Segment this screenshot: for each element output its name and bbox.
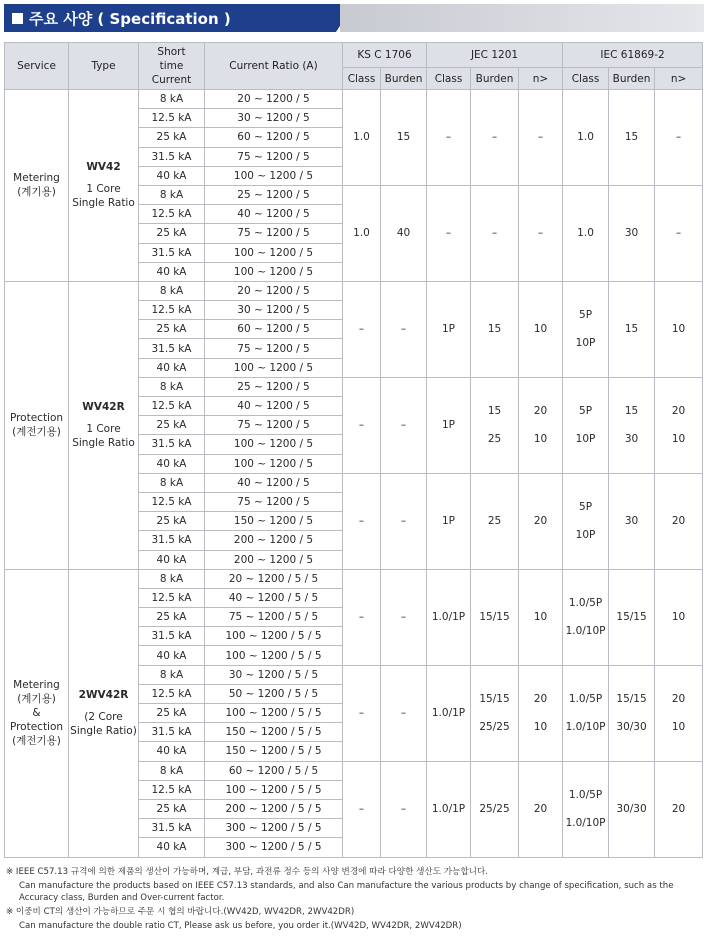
- short-time-current: 12.5 kA: [139, 109, 205, 128]
- short-time-current: 12.5 kA: [139, 301, 205, 320]
- iec-burden-line: 15: [624, 323, 639, 336]
- service-cell-line: (계전기용): [12, 735, 61, 748]
- header-short-time-line: Short: [157, 46, 186, 58]
- current-ratio: 100 ~ 1200 / 5: [205, 262, 343, 281]
- iec-class-line: 1.0/5P: [568, 789, 603, 802]
- short-time-current: 40 kA: [139, 646, 205, 665]
- type-name: WV42: [86, 161, 121, 174]
- jec-n-line: 10: [533, 433, 548, 446]
- current-ratio: 300 ~ 1200 / 5 / 5: [205, 819, 343, 838]
- iec-n: [655, 761, 703, 857]
- type-desc: 1 Core: [86, 183, 121, 196]
- iec-burden-line: 30: [624, 515, 639, 528]
- current-ratio: 60 ~ 1200 / 5: [205, 320, 343, 339]
- short-time-current: 12.5 kA: [139, 397, 205, 416]
- iec-burden: [609, 377, 655, 473]
- short-time-current: 25 kA: [139, 512, 205, 531]
- iec-class: [563, 473, 609, 569]
- current-ratio: 300 ~ 1200 / 5 / 5: [205, 838, 343, 857]
- current-ratio: 25 ~ 1200 / 5: [205, 185, 343, 204]
- service-cell-line: Metering: [13, 679, 60, 692]
- ksc-burden: –: [381, 569, 427, 665]
- short-time-current: 31.5 kA: [139, 531, 205, 550]
- current-ratio: 100 ~ 1200 / 5: [205, 435, 343, 454]
- jec-burden-line: 15: [487, 323, 502, 336]
- specification-table-body: [5, 90, 703, 858]
- short-time-current: 40 kA: [139, 838, 205, 857]
- type-desc: Single Ratio: [72, 197, 135, 210]
- jec-class: –: [427, 185, 471, 281]
- current-ratio: 20 ~ 1200 / 5 / 5: [205, 569, 343, 588]
- short-time-current: 40 kA: [139, 454, 205, 473]
- current-ratio: 40 ~ 1200 / 5: [205, 397, 343, 416]
- table-row: [5, 281, 703, 300]
- ksc-class: –: [343, 281, 381, 377]
- short-time-current: 12.5 kA: [139, 780, 205, 799]
- current-ratio: 100 ~ 1200 / 5 / 5: [205, 627, 343, 646]
- iec-n-line: –: [675, 227, 682, 240]
- current-ratio: 25 ~ 1200 / 5: [205, 377, 343, 396]
- short-time-current: 12.5 kA: [139, 205, 205, 224]
- iec-class-line: 10P: [575, 337, 596, 350]
- header-jec-burden: Burden: [471, 68, 519, 90]
- current-ratio: 200 ~ 1200 / 5: [205, 550, 343, 569]
- short-time-current: 12.5 kA: [139, 588, 205, 607]
- current-ratio: 200 ~ 1200 / 5 / 5: [205, 799, 343, 818]
- jec-n-line: 10: [533, 611, 548, 624]
- section-title-text: 주요 사양 ( Specification ): [29, 10, 231, 28]
- current-ratio: 20 ~ 1200 / 5: [205, 90, 343, 109]
- jec-burden: [471, 761, 519, 857]
- iec-burden: [609, 473, 655, 569]
- header-ksc: KS C 1706: [343, 43, 427, 68]
- current-ratio: 100 ~ 1200 / 5 / 5: [205, 780, 343, 799]
- service-cell-line: (계전기용): [12, 426, 61, 439]
- short-time-current: 40 kA: [139, 358, 205, 377]
- short-time-current: 31.5 kA: [139, 627, 205, 646]
- iec-n-line: 20: [671, 803, 686, 816]
- short-time-current: 25 kA: [139, 704, 205, 723]
- jec-burden: [471, 377, 519, 473]
- short-time-current: 25 kA: [139, 320, 205, 339]
- iec-n: [655, 569, 703, 665]
- header-short-time-current: [139, 43, 205, 90]
- short-time-current: 40 kA: [139, 550, 205, 569]
- header-iec: IEC 61869-2: [563, 43, 703, 68]
- iec-burden-line: 30: [624, 227, 639, 240]
- iec-class-line: 10P: [575, 433, 596, 446]
- jec-burden-line: 15/15: [479, 693, 510, 706]
- iec-class-line: 1.0: [577, 131, 594, 144]
- header-jec: JEC 1201: [427, 43, 563, 68]
- iec-class-line: 1.0/5P: [568, 597, 603, 610]
- iec-n: [655, 665, 703, 761]
- ksc-class: 1.0: [343, 90, 381, 186]
- jec-n-line: 10: [533, 323, 548, 336]
- current-ratio: 60 ~ 1200 / 5 / 5: [205, 761, 343, 780]
- short-time-current: 8 kA: [139, 761, 205, 780]
- iec-burden: [609, 185, 655, 281]
- iec-class-line: 5P: [579, 309, 593, 322]
- current-ratio: 200 ~ 1200 / 5: [205, 531, 343, 550]
- short-time-current: 31.5 kA: [139, 819, 205, 838]
- jec-burden-line: 25/25: [479, 803, 510, 816]
- iec-burden-line: 15/15: [616, 693, 647, 706]
- iec-n-line: 20: [671, 693, 686, 706]
- footnote-ko: ※ 이중비 CT의 생산이 가능하므로 주문 시 협의 바랍니다.(WV42D, WV42DR, 2WV42DR): [6, 907, 355, 917]
- short-time-current: 8 kA: [139, 569, 205, 588]
- short-time-current: 31.5 kA: [139, 147, 205, 166]
- iec-class-line: 10P: [575, 529, 596, 542]
- iec-burden-line: 15: [624, 405, 639, 418]
- current-ratio: 30 ~ 1200 / 5 / 5: [205, 665, 343, 684]
- ksc-burden: –: [381, 761, 427, 857]
- ksc-burden: –: [381, 665, 427, 761]
- service-cell: [5, 90, 69, 282]
- jec-n: [519, 665, 563, 761]
- iec-burden: [609, 569, 655, 665]
- iec-n: [655, 185, 703, 281]
- jec-n-line: 20: [533, 405, 548, 418]
- ksc-burden: –: [381, 281, 427, 377]
- jec-class: 1P: [427, 473, 471, 569]
- iec-class-line: 1.0/10P: [565, 721, 606, 734]
- short-time-current: 40 kA: [139, 742, 205, 761]
- ksc-class: –: [343, 569, 381, 665]
- jec-burden-line: 15: [487, 405, 502, 418]
- current-ratio: 40 ~ 1200 / 5 / 5: [205, 588, 343, 607]
- short-time-current: 8 kA: [139, 185, 205, 204]
- header-ksc-burden: Burden: [381, 68, 427, 90]
- current-ratio: 40 ~ 1200 / 5: [205, 473, 343, 492]
- jec-class: 1P: [427, 281, 471, 377]
- short-time-current: 40 kA: [139, 262, 205, 281]
- current-ratio: 150 ~ 1200 / 5: [205, 512, 343, 531]
- short-time-current: 8 kA: [139, 90, 205, 109]
- ksc-class: –: [343, 473, 381, 569]
- footnote-ko: ※ IEEE C57.13 규격에 의한 제품의 생산이 가능하며, 계급, 부담, 과전류 정수 등의 사양 변경에 따라 다양한 생산도 가능합니다.: [6, 867, 488, 877]
- type-name: WV42R: [82, 401, 125, 414]
- type-desc: (2 Core: [84, 711, 123, 724]
- short-time-current: 31.5 kA: [139, 435, 205, 454]
- short-time-current: 25 kA: [139, 799, 205, 818]
- iec-n: [655, 90, 703, 186]
- header-short-time-line: time: [159, 60, 184, 72]
- iec-n: [655, 281, 703, 377]
- current-ratio: 150 ~ 1200 / 5 / 5: [205, 723, 343, 742]
- specification-table: [4, 42, 703, 858]
- iec-burden: [609, 90, 655, 186]
- jec-burden: –: [471, 185, 519, 281]
- jec-class: 1P: [427, 377, 471, 473]
- jec-n: –: [519, 90, 563, 186]
- type-desc: Single Ratio: [72, 437, 135, 450]
- current-ratio: 30 ~ 1200 / 5: [205, 109, 343, 128]
- iec-n-line: 20: [671, 405, 686, 418]
- iec-n-line: 10: [671, 323, 686, 336]
- service-cell-line: Protection: [9, 412, 64, 425]
- jec-burden: –: [471, 90, 519, 186]
- iec-class: [563, 90, 609, 186]
- short-time-current: 8 kA: [139, 473, 205, 492]
- iec-class-line: 5P: [579, 405, 593, 418]
- short-time-current: 8 kA: [139, 665, 205, 684]
- current-ratio: 40 ~ 1200 / 5: [205, 205, 343, 224]
- jec-burden-line: 25: [487, 515, 502, 528]
- header-iec-class: Class: [563, 68, 609, 90]
- jec-burden: [471, 665, 519, 761]
- current-ratio: 60 ~ 1200 / 5: [205, 128, 343, 147]
- short-time-current: 31.5 kA: [139, 243, 205, 262]
- section-title: [12, 8, 231, 29]
- current-ratio: 150 ~ 1200 / 5 / 5: [205, 742, 343, 761]
- table-row: [5, 90, 703, 109]
- header-service: Service: [5, 43, 69, 90]
- jec-n: –: [519, 185, 563, 281]
- jec-n-line: 20: [533, 693, 548, 706]
- current-ratio: 50 ~ 1200 / 5 / 5: [205, 684, 343, 703]
- ksc-burden: 40: [381, 185, 427, 281]
- jec-n-line: 10: [533, 721, 548, 734]
- ksc-burden: –: [381, 377, 427, 473]
- iec-n: [655, 473, 703, 569]
- ksc-class: –: [343, 377, 381, 473]
- type-desc: Single Ratio): [70, 725, 137, 738]
- header-iec-burden: Burden: [609, 68, 655, 90]
- header-current-ratio: Current Ratio (A): [205, 43, 343, 90]
- jec-n: [519, 473, 563, 569]
- jec-n: [519, 761, 563, 857]
- short-time-current: 25 kA: [139, 416, 205, 435]
- jec-class: –: [427, 90, 471, 186]
- iec-burden: [609, 281, 655, 377]
- service-cell: [5, 569, 69, 857]
- jec-burden: [471, 281, 519, 377]
- section-header: [4, 4, 704, 32]
- jec-class: 1.0/1P: [427, 665, 471, 761]
- ksc-class: –: [343, 665, 381, 761]
- iec-burden: [609, 665, 655, 761]
- jec-burden-line: 25: [487, 433, 502, 446]
- jec-burden-line: 15/15: [479, 611, 510, 624]
- iec-n-line: 20: [671, 515, 686, 528]
- short-time-current: 25 kA: [139, 224, 205, 243]
- header-jec-class: Class: [427, 68, 471, 90]
- jec-n: [519, 569, 563, 665]
- jec-n-line: 20: [533, 515, 548, 528]
- short-time-current: 40 kA: [139, 166, 205, 185]
- iec-n-line: 10: [671, 721, 686, 734]
- table-row: [5, 569, 703, 588]
- iec-n-line: 10: [671, 433, 686, 446]
- short-time-current: 25 kA: [139, 608, 205, 627]
- iec-class-line: 1.0: [577, 227, 594, 240]
- iec-n-line: 10: [671, 611, 686, 624]
- service-cell-line: (계기용): [17, 186, 56, 199]
- iec-burden-line: 30/30: [616, 721, 647, 734]
- jec-burden: [471, 569, 519, 665]
- service-cell-line: &: [32, 707, 41, 720]
- iec-class-line: 1.0/10P: [565, 625, 606, 638]
- iec-class: [563, 281, 609, 377]
- short-time-current: 12.5 kA: [139, 492, 205, 511]
- type-desc: 1 Core: [86, 423, 121, 436]
- current-ratio: 100 ~ 1200 / 5: [205, 454, 343, 473]
- short-time-current: 25 kA: [139, 128, 205, 147]
- header-iec-n: n>: [655, 68, 703, 90]
- jec-n: [519, 281, 563, 377]
- iec-burden-line: 30: [624, 433, 639, 446]
- iec-class: [563, 569, 609, 665]
- iec-class: [563, 185, 609, 281]
- current-ratio: 30 ~ 1200 / 5: [205, 301, 343, 320]
- header-jec-n: n>: [519, 68, 563, 90]
- current-ratio: 75 ~ 1200 / 5: [205, 492, 343, 511]
- jec-burden-line: 25/25: [479, 721, 510, 734]
- iec-n-line: –: [675, 131, 682, 144]
- short-time-current: 31.5 kA: [139, 339, 205, 358]
- iec-burden: [609, 761, 655, 857]
- current-ratio: 75 ~ 1200 / 5: [205, 339, 343, 358]
- current-ratio: 100 ~ 1200 / 5: [205, 243, 343, 262]
- short-time-current: 8 kA: [139, 377, 205, 396]
- iec-class-line: 1.0/10P: [565, 817, 606, 830]
- iec-class: [563, 665, 609, 761]
- header-ksc-class: Class: [343, 68, 381, 90]
- iec-class: [563, 761, 609, 857]
- header-short-time-line: Current: [151, 74, 192, 86]
- service-cell-line: (계기용): [17, 693, 56, 706]
- iec-n: [655, 377, 703, 473]
- iec-burden-line: 15: [624, 131, 639, 144]
- footnote-en: Can manufacture the products based on IEEE C57.13 standards, and also Can manufacture the various products by change of specification, such as the Accuracy class, Burden and Over-current factor.: [19, 881, 674, 903]
- short-time-current: 31.5 kA: [139, 723, 205, 742]
- iec-class: [563, 377, 609, 473]
- current-ratio: 75 ~ 1200 / 5: [205, 147, 343, 166]
- type-cell: [69, 281, 139, 569]
- type-name: 2WV42R: [78, 689, 129, 702]
- current-ratio: 75 ~ 1200 / 5: [205, 416, 343, 435]
- jec-class: 1.0/1P: [427, 569, 471, 665]
- current-ratio: 100 ~ 1200 / 5 / 5: [205, 704, 343, 723]
- current-ratio: 75 ~ 1200 / 5: [205, 224, 343, 243]
- service-cell: [5, 281, 69, 569]
- type-cell: [69, 569, 139, 857]
- type-cell: [69, 90, 139, 282]
- current-ratio: 100 ~ 1200 / 5 / 5: [205, 646, 343, 665]
- current-ratio: 75 ~ 1200 / 5 / 5: [205, 608, 343, 627]
- footnote-en: Can manufacture the double ratio CT, Please ask us before, you order it.(WV42D, WV42DR, 2WV42DR): [19, 921, 462, 931]
- ksc-class: 1.0: [343, 185, 381, 281]
- iec-class-line: 5P: [579, 501, 593, 514]
- ksc-burden: –: [381, 473, 427, 569]
- service-cell-line: Metering: [13, 172, 60, 185]
- iec-burden-line: 30/30: [616, 803, 647, 816]
- header-bar-extension: [340, 4, 704, 32]
- jec-class: 1.0/1P: [427, 761, 471, 857]
- short-time-current: 8 kA: [139, 281, 205, 300]
- current-ratio: 100 ~ 1200 / 5: [205, 358, 343, 377]
- jec-burden: [471, 473, 519, 569]
- short-time-current: 12.5 kA: [139, 684, 205, 703]
- square-bullet-icon: [12, 13, 23, 24]
- ksc-class: –: [343, 761, 381, 857]
- current-ratio: 100 ~ 1200 / 5: [205, 166, 343, 185]
- footnotes: [6, 866, 700, 934]
- iec-class-line: 1.0/5P: [568, 693, 603, 706]
- jec-n-line: 20: [533, 803, 548, 816]
- jec-n: [519, 377, 563, 473]
- ksc-burden: 15: [381, 90, 427, 186]
- header-type: Type: [69, 43, 139, 90]
- service-cell-line: Protection: [9, 721, 64, 734]
- current-ratio: 20 ~ 1200 / 5: [205, 281, 343, 300]
- iec-burden-line: 15/15: [616, 611, 647, 624]
